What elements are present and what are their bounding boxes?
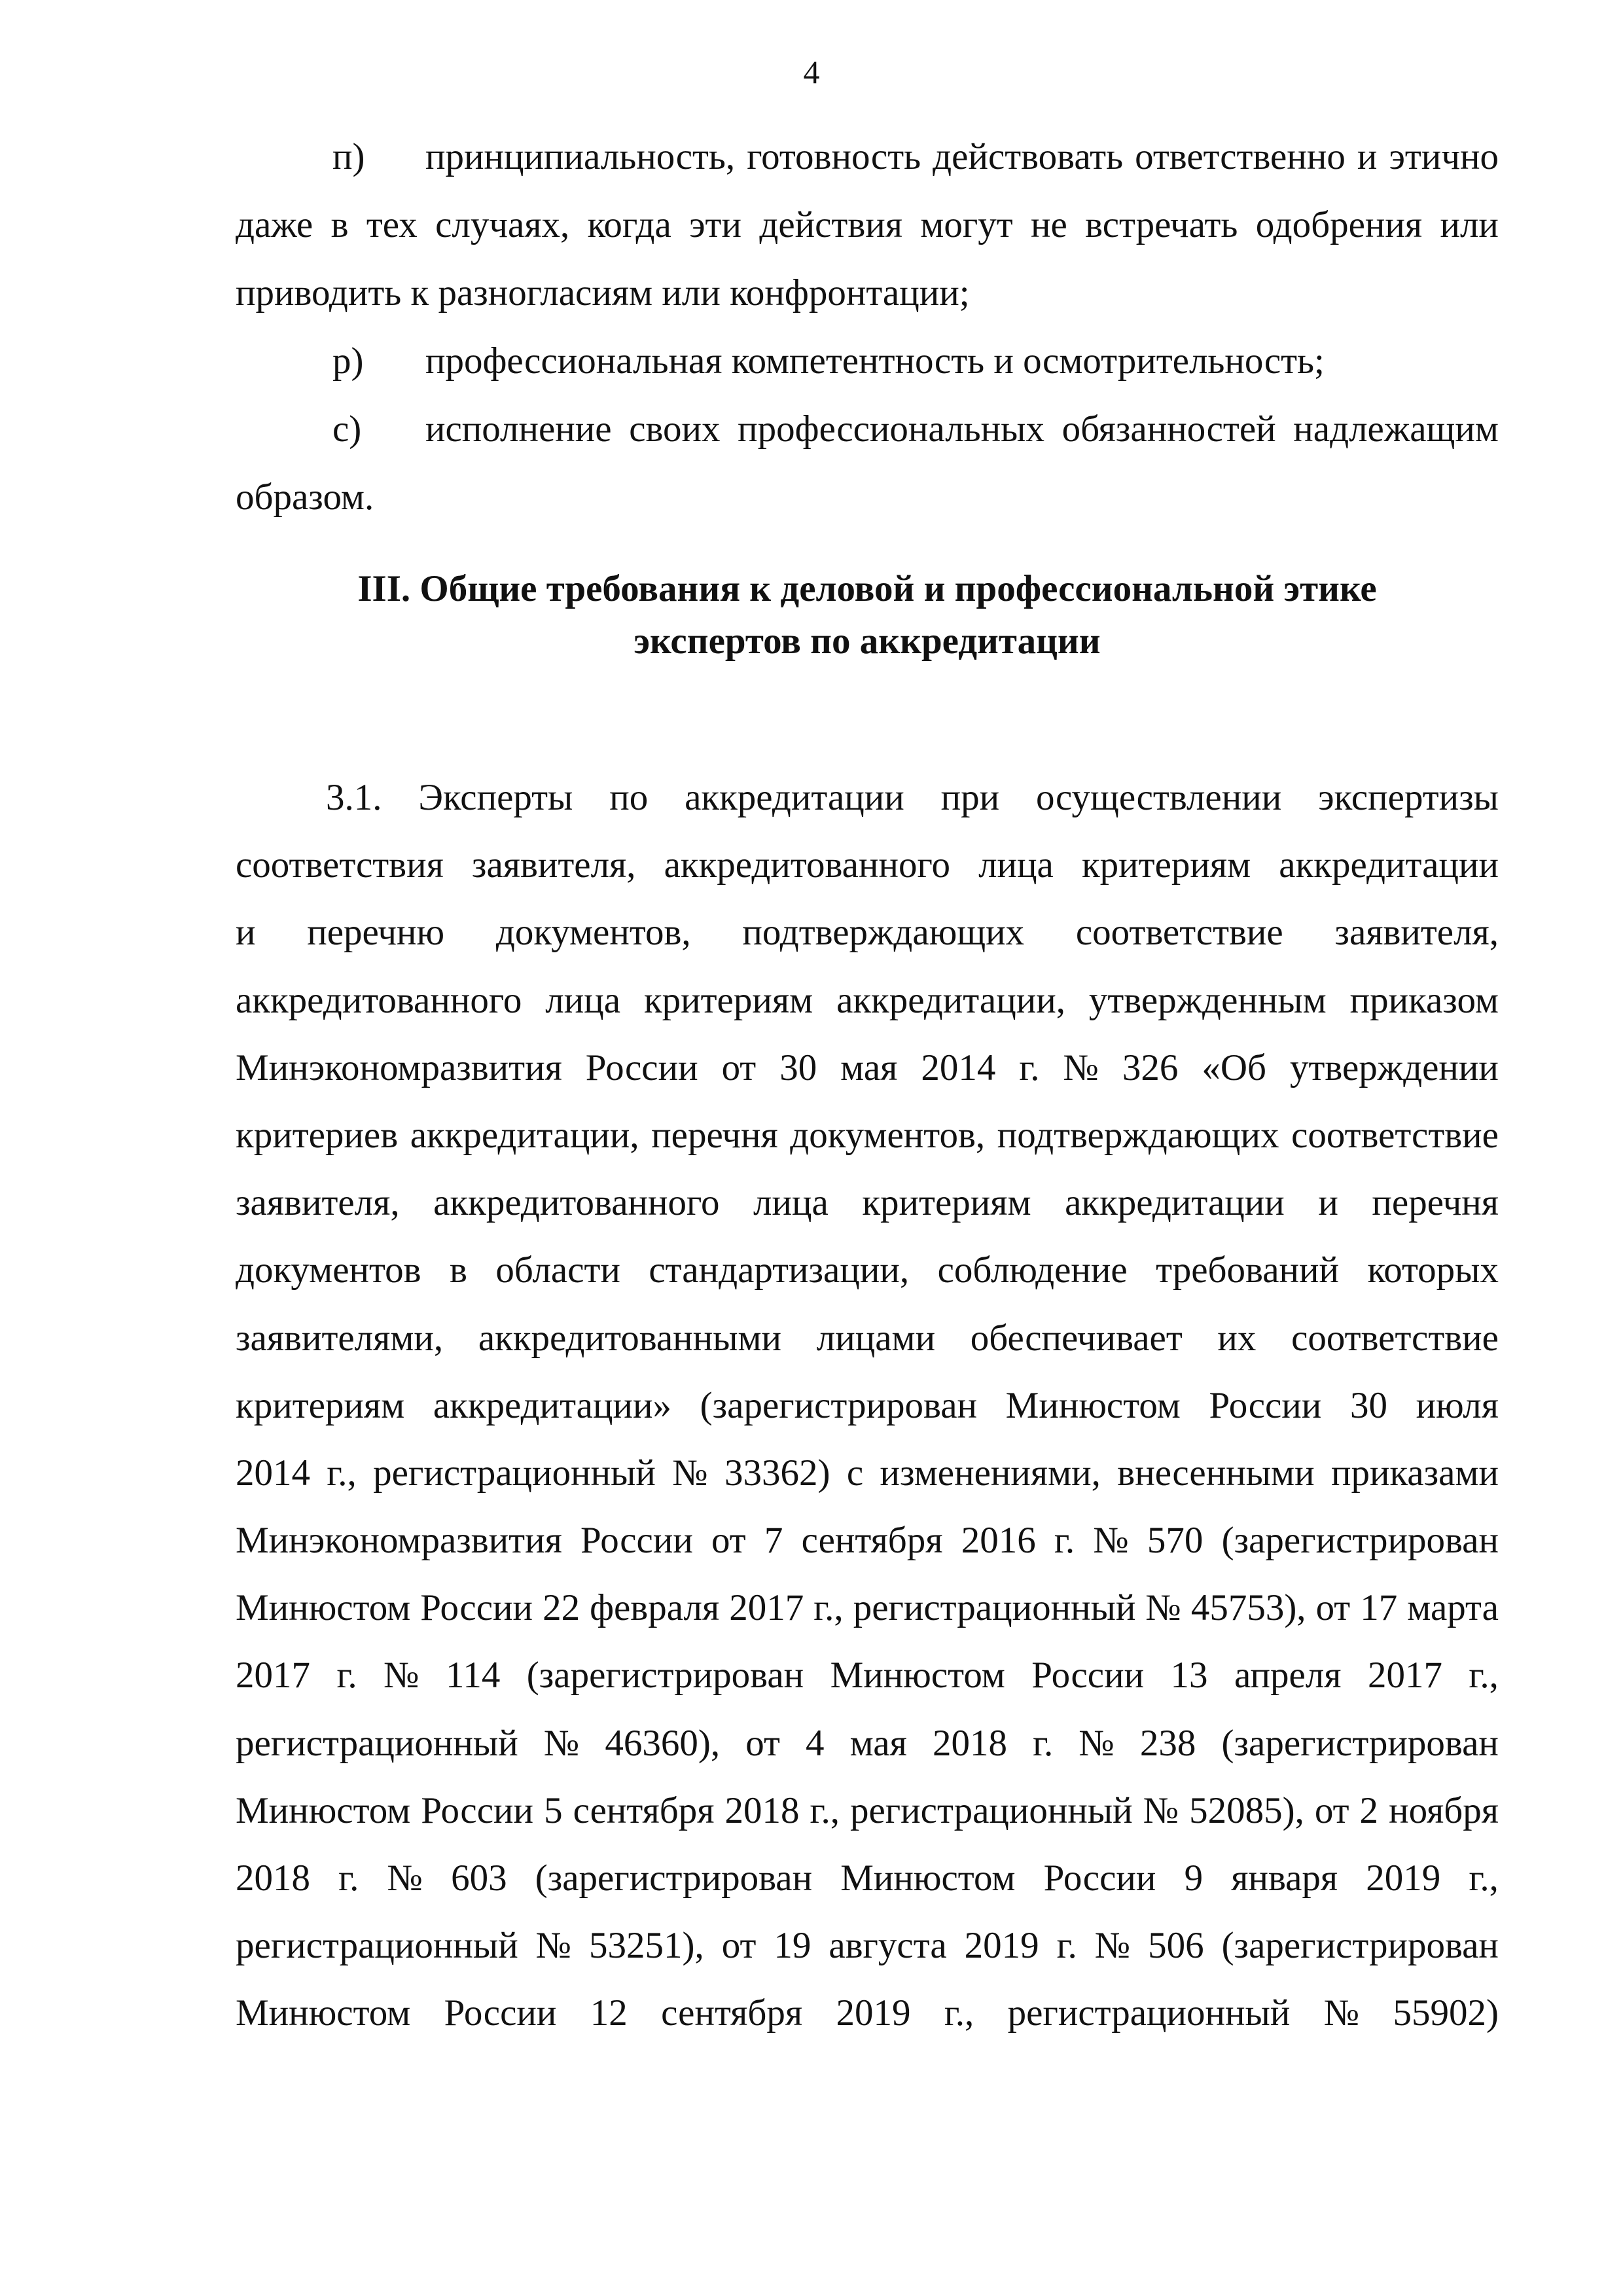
- word: России: [444, 1992, 557, 2034]
- paragraph-line: [236, 1507, 1499, 1574]
- word: 30: [779, 1047, 817, 1088]
- word: г.: [336, 1655, 357, 1696]
- word: (зарегистрирован: [1221, 1722, 1499, 1764]
- word: 2014: [921, 1047, 996, 1088]
- word: (зарегистрирован: [526, 1655, 804, 1696]
- word: изменениями,: [880, 1452, 1101, 1494]
- word: России: [421, 1789, 534, 1831]
- word: и: [236, 912, 256, 954]
- word: от: [1314, 1789, 1349, 1831]
- paragraph-line: [236, 1979, 1499, 2047]
- word: соответствие: [1291, 1317, 1499, 1359]
- paragraph-line: [236, 1372, 1499, 1439]
- word: случаях,: [435, 204, 570, 245]
- word: регистрационный: [373, 1452, 656, 1494]
- word: документов: [236, 1249, 421, 1291]
- word: №: [1094, 1925, 1131, 1967]
- word: 53251),: [589, 1925, 704, 1967]
- word: 55902): [1393, 1992, 1499, 2034]
- word: России: [585, 1047, 698, 1088]
- word: требований: [1156, 1249, 1340, 1291]
- paragraph-3-1: [236, 764, 1499, 2047]
- word: (зарегистрирован: [1221, 1925, 1499, 1967]
- word: г.: [1054, 1520, 1075, 1562]
- word: действия: [759, 204, 902, 245]
- word: документов,: [495, 912, 691, 954]
- word: регистрационный: [1007, 1992, 1291, 2034]
- word: 2: [1359, 1789, 1379, 1831]
- word: России: [420, 1587, 533, 1629]
- word: России: [1043, 1857, 1156, 1899]
- word: действовать: [933, 136, 1124, 177]
- word: экспертизы: [1318, 777, 1499, 818]
- word: 2018: [932, 1722, 1007, 1764]
- word: аккредитации»: [433, 1384, 671, 1426]
- word: перечня: [1372, 1182, 1499, 1224]
- word: аккредитации: [685, 777, 904, 818]
- word: не: [1030, 204, 1067, 245]
- word: 2019: [836, 1992, 911, 2034]
- word: даже: [236, 204, 313, 245]
- word: могут: [920, 204, 1013, 245]
- item-text-line: приводить к разногласиям или конфронтации;: [236, 272, 970, 314]
- item-text-line: образом.: [236, 476, 374, 518]
- word: от: [711, 1520, 746, 1562]
- word: лица: [753, 1182, 829, 1224]
- word: при: [940, 777, 1000, 818]
- word: (зарегистрирован: [535, 1857, 813, 1899]
- word: осуществлении: [1036, 777, 1282, 818]
- word: 17: [1360, 1587, 1398, 1629]
- word: аккредитованного: [664, 844, 950, 886]
- word: заявителя,: [1334, 912, 1499, 954]
- word: с: [846, 1452, 864, 1494]
- word: №: [1323, 1992, 1360, 2034]
- word: мая: [849, 1722, 907, 1764]
- word: 52085),: [1189, 1789, 1304, 1831]
- paragraph-line: [236, 1710, 1499, 1777]
- word: от: [1315, 1587, 1351, 1629]
- word: сентября: [801, 1520, 943, 1562]
- word: России: [580, 1520, 693, 1562]
- word: подтверждающих: [742, 912, 1025, 954]
- word: августа: [829, 1925, 947, 1967]
- word: аккредитации: [1279, 844, 1499, 886]
- word: №: [383, 1655, 419, 1696]
- word: 12: [590, 1992, 628, 2034]
- word: заявителя,: [471, 844, 636, 886]
- word: июля: [1416, 1384, 1499, 1426]
- word: или: [1440, 204, 1499, 245]
- word: г.,: [810, 1789, 840, 1831]
- word: (зарегистрирован: [700, 1384, 977, 1426]
- paragraph-line: [236, 1574, 1499, 1641]
- word: Минюстом: [830, 1655, 1005, 1696]
- word: г.,: [813, 1587, 844, 1629]
- word: г.,: [1469, 1857, 1499, 1899]
- word: 13: [1170, 1655, 1208, 1696]
- word: 30: [1349, 1384, 1387, 1426]
- word: 114: [445, 1655, 501, 1696]
- section-heading: [236, 563, 1499, 668]
- word: которых: [1367, 1249, 1499, 1291]
- word: стандартизации,: [649, 1249, 910, 1291]
- word: критериям: [862, 1182, 1031, 1224]
- word: 2018: [724, 1789, 800, 1831]
- paragraph-line: [236, 1169, 1499, 1236]
- word: 7: [764, 1520, 783, 1562]
- item-list: [236, 123, 1499, 531]
- word: Минюстом: [236, 1992, 411, 2034]
- word: своих: [629, 408, 721, 450]
- word: февраля: [590, 1587, 720, 1629]
- word: Минэкономразвития: [236, 1520, 562, 1562]
- word: 2017: [236, 1655, 310, 1696]
- word: аккредитованного: [433, 1182, 720, 1224]
- paragraph-line: [236, 899, 1499, 966]
- word: Минэкономразвития: [236, 1047, 562, 1088]
- word: документов,: [790, 1114, 986, 1156]
- list-item-p-first-line: [236, 123, 1499, 191]
- word: сентября: [661, 1992, 803, 2034]
- word: аккредитованного: [236, 979, 522, 1021]
- word: 2019: [964, 1925, 1039, 1967]
- word: 603: [451, 1857, 507, 1899]
- word: «Об: [1202, 1047, 1266, 1088]
- word: подтверждающих: [997, 1114, 1279, 1156]
- word: утвержденным: [1088, 979, 1327, 1021]
- word: лица: [545, 979, 621, 1021]
- word: №: [672, 1452, 708, 1494]
- word: приказами: [1330, 1452, 1499, 1494]
- word: регистрационный: [236, 1925, 518, 1967]
- paragraph-line: [236, 1102, 1499, 1169]
- word: 570: [1147, 1520, 1204, 1562]
- word: 2019: [1366, 1857, 1441, 1899]
- word: области: [495, 1249, 620, 1291]
- word: приказом: [1349, 979, 1499, 1021]
- word: аккредитации,: [410, 1114, 639, 1156]
- word: профессиональных: [738, 408, 1044, 450]
- item-marker: р): [332, 340, 364, 382]
- word: №: [1143, 1789, 1179, 1831]
- word: их: [1217, 1317, 1257, 1359]
- word: критериям: [236, 1384, 405, 1426]
- word: аккредитованными: [478, 1317, 782, 1359]
- word: принципиальность,: [425, 136, 736, 177]
- paragraph-line: [236, 1777, 1499, 1844]
- paragraph-line: [236, 1844, 1499, 1912]
- word: эти: [689, 204, 741, 245]
- word: от: [745, 1722, 780, 1764]
- word: января: [1231, 1857, 1338, 1899]
- word: Минюстом: [840, 1857, 1016, 1899]
- word: №: [1079, 1722, 1115, 1764]
- word: надлежащим: [1293, 408, 1499, 450]
- word: встречать: [1085, 204, 1238, 245]
- word: ноября: [1389, 1789, 1499, 1831]
- word: 45753),: [1190, 1587, 1306, 1629]
- item-marker: п): [332, 136, 365, 177]
- word: России: [1031, 1655, 1145, 1696]
- word: г.: [1019, 1047, 1040, 1088]
- section-heading-line: экспертов по аккредитации: [633, 620, 1101, 662]
- word: 46360),: [605, 1722, 721, 1764]
- word: апреля: [1234, 1655, 1342, 1696]
- word: перечню: [307, 912, 445, 954]
- word: марта: [1407, 1587, 1499, 1629]
- page-number: 4: [803, 54, 820, 90]
- word: сентября: [573, 1789, 715, 1831]
- word: от: [721, 1047, 757, 1088]
- paragraph-line: [236, 764, 1499, 831]
- item-text-line: [236, 191, 1499, 259]
- paragraph-line: [236, 831, 1499, 899]
- paragraph-line: [236, 1641, 1499, 1709]
- word: обязанностей: [1061, 408, 1276, 450]
- word: мая: [840, 1047, 898, 1088]
- word: лица: [978, 844, 1054, 886]
- word: (зарегистрирован: [1221, 1520, 1499, 1562]
- word: и: [1357, 136, 1378, 177]
- word: этично: [1389, 136, 1499, 177]
- word: критериев: [236, 1114, 399, 1156]
- item-marker: с): [332, 408, 362, 450]
- word: 4: [806, 1722, 825, 1764]
- word: 326: [1122, 1047, 1179, 1088]
- word: когда: [587, 204, 671, 245]
- word: 19: [774, 1925, 812, 1967]
- section-heading-line: III. Общие требования к деловой и профессиональной этике: [357, 568, 1377, 609]
- word: №: [543, 1722, 580, 1764]
- word: 238: [1139, 1722, 1196, 1764]
- paragraph-line: [236, 1236, 1499, 1304]
- word: 2018: [236, 1857, 310, 1899]
- paragraph-line: [236, 1034, 1499, 1102]
- word: 506: [1148, 1925, 1204, 1967]
- word: критериям: [643, 979, 813, 1021]
- paragraph-line: [236, 1304, 1499, 1372]
- word: 2016: [961, 1520, 1036, 1562]
- item-text: [425, 123, 1499, 191]
- word: в: [450, 1249, 467, 1291]
- word: 3.1.: [326, 777, 382, 818]
- word: №: [387, 1857, 423, 1899]
- word: утверждении: [1289, 1047, 1499, 1088]
- word: тех: [366, 204, 418, 245]
- word: готовность: [747, 136, 921, 177]
- word: аккредитации,: [836, 979, 1065, 1021]
- word: №: [535, 1925, 572, 1967]
- word: г.: [1033, 1722, 1054, 1764]
- word: обеспечивает: [970, 1317, 1183, 1359]
- word: регистрационный: [853, 1587, 1136, 1629]
- word: регистрационный: [849, 1789, 1133, 1831]
- word: Минюстом: [236, 1789, 411, 1831]
- word: внесенными: [1117, 1452, 1315, 1494]
- word: критериям: [1081, 844, 1251, 886]
- word: заявителя,: [236, 1182, 400, 1224]
- word: 2017: [1367, 1655, 1442, 1696]
- word: Минюстом: [236, 1587, 411, 1629]
- word: перечня: [651, 1114, 778, 1156]
- paragraph-line: [236, 1912, 1499, 1979]
- word: лицами: [816, 1317, 936, 1359]
- word: от: [721, 1925, 757, 1967]
- word: и: [1318, 1182, 1338, 1224]
- word: 2014: [236, 1452, 310, 1494]
- word: России: [1209, 1384, 1322, 1426]
- word: 5: [544, 1789, 563, 1831]
- list-item-r: [236, 327, 1499, 395]
- word: одобрения: [1255, 204, 1423, 245]
- word: исполнение: [425, 408, 612, 450]
- word: №: [1145, 1587, 1181, 1629]
- word: в: [330, 204, 349, 245]
- word: г.: [1056, 1925, 1077, 1967]
- paragraph-line: [236, 967, 1499, 1034]
- word: по: [609, 777, 649, 818]
- word: соответствие: [1075, 912, 1283, 954]
- word: соблюдение: [937, 1249, 1128, 1291]
- paragraph-line: [236, 1439, 1499, 1507]
- item-text: профессиональная компетентность и осмотрительность;: [425, 340, 1325, 382]
- list-item-s-first-line: [236, 395, 1499, 463]
- word: аккредитации: [1065, 1182, 1285, 1224]
- word: ответственно: [1135, 136, 1346, 177]
- word: №: [1063, 1047, 1099, 1088]
- word: 33362): [724, 1452, 830, 1494]
- word: г.,: [1469, 1655, 1499, 1696]
- word: соответствия: [236, 844, 444, 886]
- word: 9: [1184, 1857, 1204, 1899]
- item-text: [425, 395, 1499, 463]
- word: г.,: [944, 1992, 974, 2034]
- word: №: [1093, 1520, 1129, 1562]
- word: г.,: [327, 1452, 357, 1494]
- word: соответствие: [1291, 1114, 1499, 1156]
- word: Эксперты: [418, 777, 573, 818]
- word: 2017: [729, 1587, 804, 1629]
- word: заявителями,: [236, 1317, 444, 1359]
- word: регистрационный: [236, 1722, 518, 1764]
- word: 22: [543, 1587, 580, 1629]
- word: г.: [338, 1857, 359, 1899]
- word: Минюстом: [1005, 1384, 1181, 1426]
